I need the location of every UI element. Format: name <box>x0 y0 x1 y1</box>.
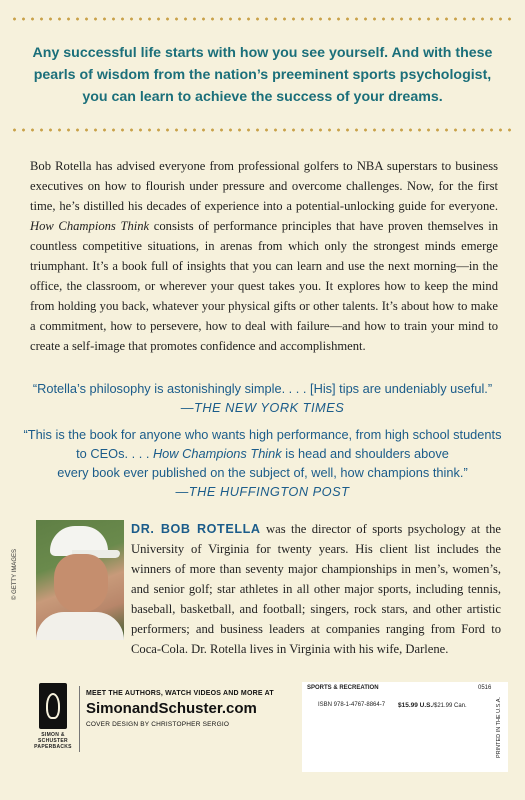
description-part-1: Bob Rotella has advised everyone from professional golfers to NBA superstars to business executives on how to flourish under pressure and overcome challenges. Now, for the first time, he’s distilled his decades of experience into a potential-unlocking guide for everyone. <box>30 159 498 213</box>
author-bio-text: was the director of sports psychology at the University of Virginia for twenty years. His client list includes the winners of more than seventy major championships in men’s, women’s, and senior golf; star athletes in all other major sports, including tennis, baseball, basketball, and football; singers, rock stars, and other artistic performers; and business leaders at companies ranging from Ford to Coca-Cola. Dr. Rotella lives in Virginia with his wife, Darlene. <box>131 522 501 656</box>
book-description <box>30 156 498 356</box>
barcode-area <box>302 682 508 772</box>
price-can: /$21.99 Can. <box>432 703 467 709</box>
author-name: DR. BOB ROTELLA <box>131 522 261 536</box>
quote-huffpost-line-2-pre: to CEOs. . . . <box>76 446 153 461</box>
cover-design-credit: COVER DESIGN BY CHRISTOPHER SERGIO <box>86 721 230 728</box>
publisher-url[interactable]: SimonandSchuster.com <box>86 700 257 717</box>
dotted-divider-middle <box>10 128 515 132</box>
tagline <box>20 42 505 108</box>
tagline-line-1: Any successful life starts with how you see yourself. And with these <box>32 45 493 61</box>
quote-nyt-text: “Rotella’s philosophy is astonishingly simple. . . . [His] tips are undeniably useful.” <box>32 381 493 396</box>
description-book-title: How Champions Think <box>30 219 150 233</box>
quote-nyt-source: —THE NEW YORK TIMES <box>180 400 345 415</box>
publisher-logo <box>30 683 76 755</box>
logo-line-1: SIMON & <box>41 732 65 738</box>
author-face <box>54 554 108 612</box>
sower-logo-icon <box>39 683 67 729</box>
publisher-promo <box>86 690 274 728</box>
quote-huffpost <box>20 425 505 501</box>
quote-huffpost-line-3: every book ever published on the subject of, well, how champions think.” <box>57 465 468 480</box>
publisher-logo-text <box>30 732 76 750</box>
quote-nyt <box>20 379 505 417</box>
tagline-line-2: pearls of wisdom from the nation’s preeminent sports psychologist, <box>33 67 492 83</box>
quote-huffpost-book-title: How Champions Think <box>152 446 282 461</box>
dotted-divider-top <box>10 17 515 21</box>
logo-line-2: SCHUSTER <box>38 738 68 744</box>
quote-huffpost-source: —THE HUFFINGTON POST <box>175 484 350 499</box>
tagline-line-3: you can learn to achieve the success of your dreams. <box>82 89 443 105</box>
price <box>398 702 467 709</box>
quote-huffpost-line-2-post: is head and shoulders above <box>281 446 449 461</box>
quote-huffpost-line-2 <box>20 444 505 463</box>
isbn: ISBN 978-1-4767-8864-7 <box>318 702 386 708</box>
author-shirt <box>36 612 124 640</box>
logo-line-3: PAPERBACKS <box>34 744 72 750</box>
author-photo <box>36 520 124 640</box>
photo-credit: © GETTY IMAGES <box>12 549 18 600</box>
logo-divider <box>79 686 80 752</box>
book-category: SPORTS & RECREATION <box>307 685 379 691</box>
price-us: $15.99 U.S. <box>398 702 433 709</box>
description-part-2: consists of performance principles that have proven themselves in countless competitive situations, in arenas from which only the strongest minds emerge triumphant. It’s a book full of insights that you can learn and use the next morning—in the office, the classroom, or wherever your quest takes you. It explores how to keep the mind from holding you back, whatever your physical gifts or other talents. It’s about how to make a commitment, how to persevere, how to deal with failure—and how to train your mind to create a self-image that promotes confidence and accomplishment. <box>30 219 499 353</box>
promo-text: MEET THE AUTHORS, WATCH VIDEOS AND MORE AT <box>86 690 274 697</box>
printed-in: PRINTED IN THE U.S.A. <box>496 696 502 758</box>
quote-huffpost-line-1: “This is the book for anyone who wants high performance, from high school students <box>23 427 502 442</box>
barcode-code: 0516 <box>478 685 492 691</box>
author-bio <box>131 519 501 659</box>
